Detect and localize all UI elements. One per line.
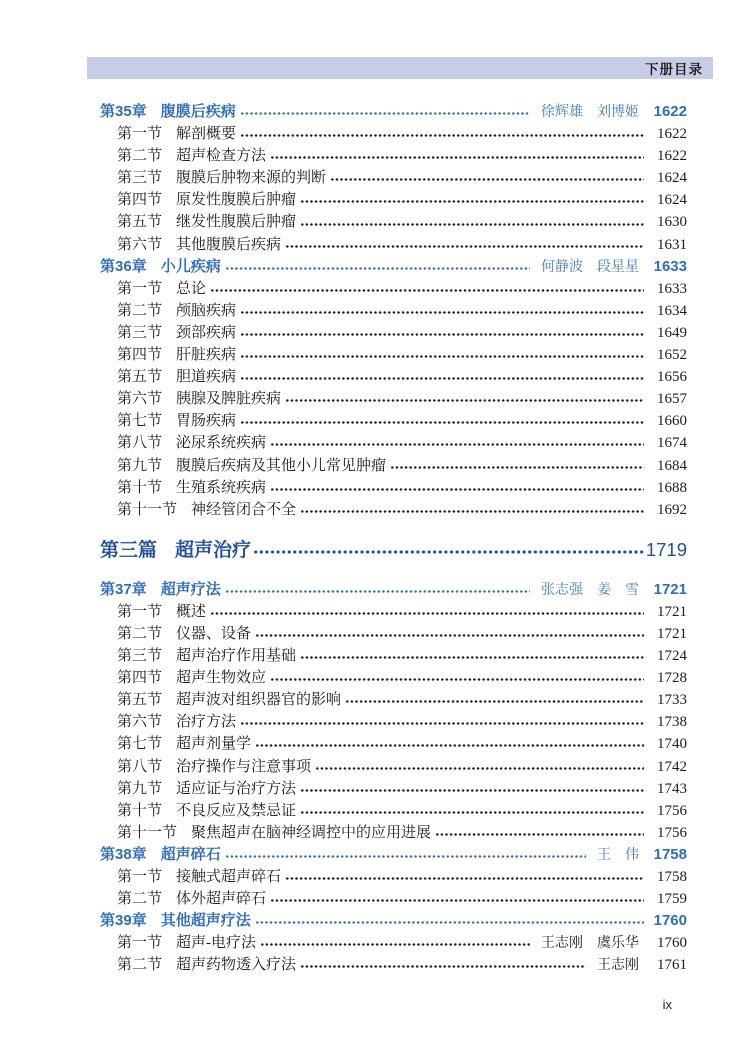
dot-leader bbox=[240, 304, 644, 318]
toc-section-row bbox=[100, 388, 687, 410]
entry-authors: 张志强 姜 雪 bbox=[541, 582, 639, 598]
entry-page-number: 1740 bbox=[657, 736, 687, 753]
entry-label: 第二节 bbox=[117, 957, 163, 974]
dot-leader bbox=[285, 870, 644, 884]
entry-title: 腹膜后疾病 bbox=[160, 103, 236, 120]
entry-page-number: 1738 bbox=[657, 714, 687, 731]
entry-title: 泌尿系统疾病 bbox=[176, 435, 267, 452]
entry-page-number: 1756 bbox=[657, 802, 687, 819]
dot-leader bbox=[270, 481, 644, 495]
toc-section-row bbox=[100, 477, 687, 499]
entry-title: 适应证与治疗方法 bbox=[176, 780, 297, 797]
entry-label: 第二节 bbox=[117, 148, 163, 165]
dot-leader bbox=[270, 149, 644, 163]
entry-label: 第九节 bbox=[117, 780, 163, 797]
entry-label: 第四节 bbox=[117, 347, 163, 364]
entry-label: 第38章 bbox=[100, 845, 147, 863]
entry-label: 第二节 bbox=[117, 302, 163, 319]
entry-page-number: 1721 bbox=[657, 625, 687, 642]
entry-title: 超声药物透入疗法 bbox=[176, 957, 297, 974]
dot-leader bbox=[300, 782, 644, 796]
footer-page-number: ix bbox=[662, 997, 672, 1012]
toc-section-row bbox=[100, 778, 687, 800]
entry-title: 神经管闭合不全 bbox=[191, 501, 297, 518]
toc-section-row bbox=[100, 667, 687, 689]
dot-leader bbox=[285, 238, 644, 252]
toc-section-row bbox=[100, 167, 687, 189]
dot-leader bbox=[225, 583, 530, 597]
entry-page-number: 1622 bbox=[653, 103, 687, 120]
toc-section-row bbox=[100, 932, 687, 954]
toc-section-row bbox=[100, 866, 687, 888]
entry-page-number: 1631 bbox=[657, 236, 687, 253]
entry-title: 胆道疾病 bbox=[176, 369, 237, 386]
entry-title: 颈部疾病 bbox=[176, 324, 237, 341]
entry-page-number: 1756 bbox=[657, 824, 687, 841]
entry-authors: 王 伟 bbox=[597, 847, 639, 863]
dot-leader bbox=[300, 958, 586, 972]
entry-label: 第十节 bbox=[117, 479, 163, 496]
dot-leader bbox=[260, 936, 530, 950]
toc-chapter-row bbox=[100, 101, 687, 123]
entry-label: 第五节 bbox=[117, 369, 163, 386]
dot-leader bbox=[435, 826, 644, 840]
toc-section-row bbox=[100, 499, 687, 521]
entry-label: 第八节 bbox=[117, 758, 163, 775]
toc-section-row bbox=[100, 234, 687, 256]
entry-title: 颅脑疾病 bbox=[176, 302, 237, 319]
toc-chapter-row bbox=[100, 579, 687, 601]
dot-leader bbox=[300, 649, 644, 663]
entry-label: 第九节 bbox=[117, 457, 163, 474]
entry-page-number: 1760 bbox=[657, 935, 687, 952]
entry-page-number: 1758 bbox=[653, 845, 687, 863]
dot-leader bbox=[345, 693, 644, 707]
dot-leader bbox=[240, 326, 644, 340]
entry-label: 第一节 bbox=[117, 603, 163, 620]
dot-leader bbox=[300, 193, 644, 207]
entry-title: 体外超声碎石 bbox=[176, 891, 267, 908]
entry-page-number: 1742 bbox=[657, 758, 687, 775]
entry-page-number: 1728 bbox=[657, 670, 687, 687]
dot-leader bbox=[300, 804, 644, 818]
entry-page-number: 1630 bbox=[657, 214, 687, 231]
entry-title: 其他腹膜后疾病 bbox=[176, 236, 282, 253]
entry-page-number: 1674 bbox=[657, 435, 687, 452]
entry-label: 第六节 bbox=[117, 714, 163, 731]
entry-label: 第三篇 bbox=[100, 539, 158, 561]
entry-title: 聚焦超声在脑神经调控中的应用进展 bbox=[191, 824, 432, 841]
toc-section-row bbox=[100, 344, 687, 366]
entry-title: 超声剂量学 bbox=[176, 736, 252, 753]
entry-page-number: 1758 bbox=[657, 869, 687, 885]
entry-label: 第八节 bbox=[117, 435, 163, 452]
entry-label: 第四节 bbox=[117, 192, 163, 209]
dot-leader bbox=[240, 127, 644, 141]
entry-label: 第七节 bbox=[117, 413, 163, 430]
entry-label: 第一节 bbox=[117, 126, 163, 143]
entry-page-number: 1660 bbox=[657, 413, 687, 430]
toc-section-row bbox=[100, 954, 687, 976]
entry-label: 第三节 bbox=[117, 648, 163, 665]
entry-page-number: 1622 bbox=[657, 126, 687, 143]
entry-page-number: 1692 bbox=[657, 501, 687, 518]
dot-leader bbox=[255, 737, 644, 751]
entry-title: 超声波对组织器官的影响 bbox=[176, 692, 342, 709]
entry-title: 超声生物效应 bbox=[176, 670, 267, 687]
entry-page-number: 1633 bbox=[657, 280, 687, 297]
toc-section-row bbox=[100, 410, 687, 432]
dot-leader bbox=[270, 671, 644, 685]
dot-leader bbox=[300, 216, 644, 230]
entry-title: 继发性腹膜后肿瘤 bbox=[176, 214, 297, 231]
toc-section-row bbox=[100, 711, 687, 733]
entry-label: 第六节 bbox=[117, 391, 163, 408]
toc-section-row bbox=[100, 623, 687, 645]
entry-label: 第一节 bbox=[117, 935, 163, 952]
entry-label: 第37章 bbox=[100, 580, 147, 598]
entry-page-number: 1688 bbox=[657, 479, 687, 496]
entry-label: 第一节 bbox=[117, 869, 163, 885]
toc-section-row bbox=[100, 601, 687, 623]
entry-title: 治疗方法 bbox=[176, 714, 237, 731]
header-title: 下册目录 bbox=[645, 62, 703, 77]
entry-title: 小儿疾病 bbox=[160, 257, 221, 275]
entry-title: 生殖系统疾病 bbox=[176, 479, 267, 496]
entry-label: 第35章 bbox=[100, 103, 147, 120]
dot-leader bbox=[270, 892, 644, 906]
entry-page-number: 1633 bbox=[653, 257, 687, 275]
entry-page-number: 1684 bbox=[657, 457, 687, 474]
entry-authors: 王志刚 虞乐华 bbox=[541, 936, 639, 952]
entry-title: 总论 bbox=[176, 280, 207, 297]
toc-section-row bbox=[100, 300, 687, 322]
entry-page-number: 1649 bbox=[657, 324, 687, 341]
entry-page-number: 1743 bbox=[657, 780, 687, 797]
toc-section-row bbox=[100, 455, 687, 477]
entry-label: 第36章 bbox=[100, 257, 147, 275]
toc-section-row bbox=[100, 366, 687, 388]
entry-title: 超声疗法 bbox=[160, 580, 221, 598]
toc-section-row bbox=[100, 278, 687, 300]
toc-section-row bbox=[100, 689, 687, 711]
toc-section-row bbox=[100, 733, 687, 755]
entry-label: 第二节 bbox=[117, 625, 163, 642]
entry-page-number: 1761 bbox=[657, 957, 687, 974]
dot-leader bbox=[240, 348, 644, 362]
dot-leader bbox=[240, 715, 644, 729]
entry-label: 第三节 bbox=[117, 324, 163, 341]
entry-page-number: 1652 bbox=[657, 347, 687, 364]
toc-chapter-row bbox=[100, 844, 687, 866]
dot-leader bbox=[210, 605, 644, 619]
entry-authors: 何静波 段星星 bbox=[541, 259, 639, 275]
entry-title: 腹膜后肿物来源的判断 bbox=[176, 170, 327, 187]
entry-label: 第五节 bbox=[117, 214, 163, 231]
toc-section-row bbox=[100, 145, 687, 167]
entry-title: 原发性腹膜后肿瘤 bbox=[176, 192, 297, 209]
entry-label: 第一节 bbox=[117, 280, 163, 297]
dot-leader bbox=[225, 260, 530, 274]
dot-leader bbox=[300, 503, 644, 517]
entry-title: 接触式超声碎石 bbox=[176, 869, 282, 885]
entry-label: 第三节 bbox=[117, 170, 163, 187]
entry-authors: 王志刚 bbox=[597, 958, 639, 974]
entry-page-number: 1733 bbox=[657, 692, 687, 709]
entry-title: 治疗操作与注意事项 bbox=[176, 758, 312, 775]
dot-leader bbox=[240, 370, 644, 384]
entry-label: 第七节 bbox=[117, 736, 163, 753]
page-header-bar bbox=[87, 57, 713, 79]
dot-leader bbox=[240, 414, 644, 428]
entry-title: 解剖概要 bbox=[176, 126, 237, 143]
toc-section-row bbox=[100, 756, 687, 778]
dot-leader bbox=[253, 536, 645, 564]
toc-chapter-row bbox=[100, 256, 687, 278]
entry-page-number: 1624 bbox=[657, 192, 687, 209]
toc-section-row bbox=[100, 211, 687, 233]
dot-leader bbox=[285, 392, 644, 406]
entry-title: 胰腺及脾脏疾病 bbox=[176, 391, 282, 408]
entry-label: 第五节 bbox=[117, 692, 163, 709]
entry-title: 腹膜后疾病及其他小儿常见肿瘤 bbox=[176, 457, 387, 474]
dot-leader bbox=[330, 171, 644, 185]
entry-label: 第39章 bbox=[100, 912, 147, 930]
toc-section-row bbox=[100, 432, 687, 454]
entry-title: 超声碎石 bbox=[160, 845, 221, 863]
dot-leader bbox=[210, 282, 644, 296]
dot-leader bbox=[390, 459, 644, 473]
entry-title: 超声检查方法 bbox=[176, 148, 267, 165]
dot-leader bbox=[255, 627, 644, 641]
entry-page-number: 1656 bbox=[657, 369, 687, 386]
toc-section-row bbox=[100, 123, 687, 145]
entry-page-number: 1721 bbox=[657, 603, 687, 620]
entry-title: 超声治疗 bbox=[175, 539, 252, 561]
entry-title: 胃肠疾病 bbox=[176, 413, 237, 430]
dot-leader bbox=[270, 436, 644, 450]
entry-label: 第十一节 bbox=[117, 501, 178, 518]
entry-label: 第二节 bbox=[117, 891, 163, 908]
dot-leader bbox=[240, 105, 530, 119]
entry-label: 第四节 bbox=[117, 670, 163, 687]
entry-title: 其他超声疗法 bbox=[160, 912, 251, 930]
entry-label: 第十节 bbox=[117, 802, 163, 819]
entry-title: 肝脏疾病 bbox=[176, 347, 237, 364]
toc-list bbox=[100, 101, 687, 976]
entry-title: 不良反应及禁忌证 bbox=[176, 802, 297, 819]
entry-page-number: 1759 bbox=[657, 891, 687, 908]
entry-page-number: 1634 bbox=[657, 302, 687, 319]
entry-label: 第十一节 bbox=[117, 824, 178, 841]
toc-section-row bbox=[100, 800, 687, 822]
entry-title: 超声治疗作用基础 bbox=[176, 648, 297, 665]
toc-section-row bbox=[100, 189, 687, 211]
entry-page-number: 1622 bbox=[657, 148, 687, 165]
toc-chapter-row bbox=[100, 910, 687, 932]
entry-authors: 徐辉雄 刘博姬 bbox=[541, 105, 639, 120]
entry-page-number: 1724 bbox=[657, 648, 687, 665]
dot-leader bbox=[225, 848, 586, 862]
entry-title: 仪器、设备 bbox=[176, 625, 252, 642]
toc-section-row bbox=[100, 645, 687, 667]
entry-page-number: 1624 bbox=[657, 170, 687, 187]
dot-leader bbox=[315, 760, 644, 774]
dot-leader bbox=[255, 914, 644, 928]
toc-section-row bbox=[100, 888, 687, 910]
entry-title: 超声-电疗法 bbox=[176, 935, 257, 952]
toc-section-row bbox=[100, 822, 687, 844]
entry-page-number: 1721 bbox=[653, 580, 687, 598]
entry-label: 第六节 bbox=[117, 236, 163, 253]
toc-section-row bbox=[100, 322, 687, 344]
entry-page-number: 1719 bbox=[645, 538, 687, 560]
entry-page-number: 1760 bbox=[653, 912, 687, 930]
entry-page-number: 1657 bbox=[657, 391, 687, 408]
toc-part-row bbox=[100, 536, 687, 564]
entry-title: 概述 bbox=[176, 603, 207, 620]
